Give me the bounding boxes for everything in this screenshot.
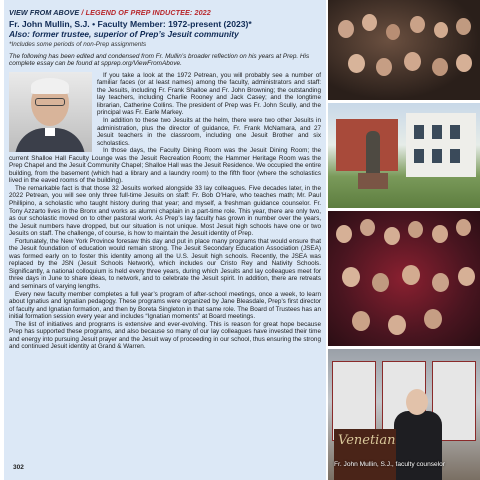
body-paragraph: If you take a look at the 1972 Petrean, you will probably see a number of familiar faces (or at least names) among the faculty, administrators and staff: the Jesuits, including Fr. Frank Shalloe and Fr. John Browning; the outstanding lay teachers, including Charlie Rooney and Jack Casey; and the longtime librarian, Catherine Collins. The president of Prep was Fr. John Scully, and the principal was Fr. Earle Markey.: [97, 71, 321, 117]
body-paragraph: Every new faculty member completes a full year’s program of after-school meetings, once a week, to learn about Ignatius and Ignatian pedagogy. These programs were organized by Jane Bleasdale, Prep’s first director of faculty and Ignatian formation, and then by Boreta Singleton in that same role. The Board of Trustees has an initial formation session every year and includes “Ignatian moments” at Board meetings.: [9, 290, 321, 321]
podium-logo: Venetian: [338, 433, 396, 448]
speaker-podium-photo: [328, 349, 480, 480]
body-paragraph: The remarkable fact is that those 32 Jesuits worked alongside 33 lay colleagues. Five decades later, in the 2022 Petrean, you will see only three full-time Jesuits on staff: Fr. Bob O’Hare, who teaches math; Mr. Paul Phillipino, a scholastic who taught history during that year; and myself, a freshman guidance counselor. Fr. Tony Azzarto lives in the Bronx and works as alumni chaplain in a part-time role. This year, there are only two, as our scholastic moved on to other pastoral work. As Prep’s lay faculty has grown in number over the years, the Jesuit numbers have dropped, but our situation is not unique. Most Jesuit high schools have one or two Jesuits on staff. The challenge, of course, is how to maintain the Jesuit identity of Prep.: [9, 184, 321, 238]
campus-statue-photo: [328, 103, 480, 208]
article-column: [4, 0, 326, 480]
footnote-note: *Includes some periods of non-Prep assignments: [9, 41, 147, 48]
students-crowd-photo: [328, 0, 480, 100]
kicker-inductee: LEGEND OF PREP INDUCTEE: 2022: [85, 8, 211, 17]
intro-paragraph: The following has been edited and condensed from Fr. Mullin’s broader reflection on his years at Prep. His complete essay can be found at spprep.org/ViewFromAbove.: [9, 52, 310, 68]
photo-column: [328, 0, 480, 480]
article-subtitle: Also: former trustee, superior of Prep’s Jesuit community: [9, 29, 239, 39]
page-number: 302: [13, 464, 24, 471]
students-maroon-shirts-photo: [328, 211, 480, 346]
article-title: Fr. John Mullin, S.J. • Faculty Member: 1972-present (2023)*: [9, 19, 252, 29]
body-paragraph: Fortunately, the New York Province foresaw this day and put in place many programs that would ensure that the Jesuit foundation of education would remain strong. The Jesuit Secondary Education Association (JSEA) was formed early on to foster this identity among all the U.S. Jesuit high schools. Recently, the JSEA was replaced by the JSN (Jesuit Schools Network), which includes our Cristo Rey and Nativity Schools. Significantly, a national colloquium is held every three years, during which Jesuits and lay colleagues meet for three days in June to share ideas, to network, and to celebrate the Jesuit spirit. In addition, there are retreats and seminars of varying lengths.: [9, 237, 321, 290]
body-paragraph: The list of initiatives and programs is extensive and ever-evolving. This is reason for great hope because Prep has supported these programs, and also because so many of our lay colleagues have invested their time and energy into pursuing Jesuit prayer and the Jesuit way of proceeding in our school, thus ensuring the strong and continued Jesuit identity at Grand & Warren.: [9, 320, 321, 351]
section-kicker: [9, 8, 321, 17]
body-paragraph: In those days, the Faculty Dining Room was the Jesuit Dining Room; the current Shalloe Hall Faculty Lounge was the Jesuit Recreation Room; the Hammer Heritage Room was the Prep Chapel and the Jesuit Community Chapel; Shalloe Hall was the Jesuit Residence. We occupied the entire building, from the basement (which had a library and a laundry room) to the fifth floor (where the scholastics lived in the eaved rooms of the building).: [9, 147, 321, 185]
body-paragraph: In addition to these two Jesuits at the helm, there were two other Jesuits in administration, plus the director of guidance, Fr. Frank McNamara, and 27 Jesuit teachers in the classroom, including one Jesuit Brother and six scholastics.: [97, 116, 321, 147]
kicker-section-name: VIEW FROM ABOVE: [9, 8, 80, 17]
photo-caption: Fr. John Mullin, S.J., faculty counselor: [334, 461, 446, 468]
portrait-photo: [9, 72, 92, 152]
kicker-separator: /: [79, 8, 86, 17]
